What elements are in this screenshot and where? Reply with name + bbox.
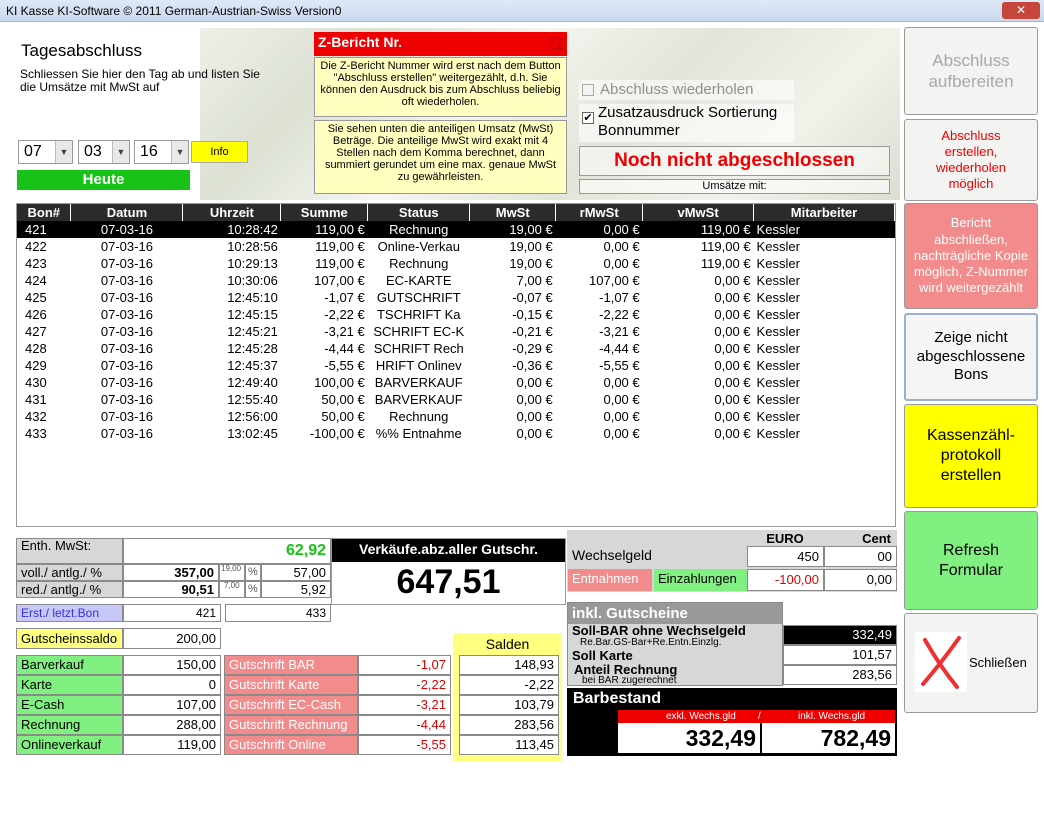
table-cell: -100,00 € (309, 426, 365, 441)
table-cell: Kessler (756, 426, 800, 441)
sales-label: Verkäufe.abz.aller Gutschr. (332, 539, 565, 562)
table-cell: 07-03-16 (100, 239, 153, 254)
table-cell: 07-03-16 (100, 273, 153, 288)
refresh-form-button[interactable]: Refresh Formular (904, 511, 1038, 610)
column-header[interactable]: Mitarbeiter (754, 204, 895, 221)
table-cell: Kessler (756, 290, 800, 305)
table-cell: 07-03-16 (100, 341, 153, 356)
balance-value: 119,00 (123, 735, 221, 755)
column-header[interactable]: Uhrzeit (183, 204, 281, 221)
table-cell: 7,00 € (516, 273, 553, 288)
table-cell: Rechnung (389, 256, 449, 271)
credit-value: -2,22 (358, 675, 451, 695)
target-cash-sub: Re.Bar.GS-Bar+Re.Entn.Einzlg. (580, 637, 722, 648)
table-cell: 19,00 € (509, 256, 553, 271)
table-row[interactable] (17, 425, 895, 442)
table-cell: Kessler (756, 392, 800, 407)
table-cell: 0,00 € (714, 324, 751, 339)
create-closing-button[interactable]: Abschluss erstellen, wiederholen möglich (904, 119, 1038, 201)
bon-table (17, 204, 895, 442)
table-cell: Kessler (754, 221, 895, 238)
close-window-button[interactable]: ✕ (1002, 2, 1040, 19)
table-row[interactable] (17, 306, 895, 323)
balance-value: 0 (123, 675, 221, 695)
table-cell: 427 (25, 324, 47, 339)
table-cell: 119,00 € (700, 239, 751, 254)
column-header[interactable]: Bon# (17, 204, 71, 221)
table-cell: 0,00 € (714, 426, 751, 441)
table-cell: -0,29 € (512, 341, 553, 356)
cash-incl-value: 782,49 (762, 723, 895, 753)
zbericht-number: 12 (547, 34, 564, 53)
table-cell: 12:45:28 (227, 341, 278, 356)
year-select[interactable] (134, 140, 189, 164)
red-label: red./ antlg./ % (16, 581, 123, 598)
table-cell: 0,00 € (516, 426, 553, 441)
table-row[interactable] (17, 374, 895, 391)
cash-excl-value: 332,49 (618, 723, 760, 753)
credit-label: Gutschrift Karte (224, 675, 358, 695)
repeat-checkbox-row[interactable] (579, 80, 794, 100)
table-cell: 431 (25, 392, 47, 407)
table-cell: 12:49:40 (227, 375, 278, 390)
column-header[interactable]: vMwSt (643, 204, 754, 221)
balance-total-value: 148,93 (459, 655, 559, 675)
table-cell: 07-03-16 (71, 221, 183, 238)
month-select[interactable] (78, 140, 130, 164)
table-cell: 0,00 € (714, 307, 751, 322)
table-cell: 07-03-16 (100, 426, 153, 441)
table-cell: -1,07 € (324, 290, 365, 305)
table-cell: 422 (25, 239, 47, 254)
mwst-label: Enth. MwSt: (16, 538, 123, 564)
cash-balance-panel (567, 688, 897, 756)
red-pct: % (245, 581, 261, 598)
voucher-balance-value: 200,00 (123, 628, 221, 649)
bon-range-label: Erst./ letzt.Bon (16, 604, 123, 622)
credit-value: -3,21 (358, 695, 451, 715)
table-cell: 0,00 € (714, 358, 751, 373)
table-cell: 0,00 € (603, 375, 640, 390)
table-cell: %% Entnahme (375, 426, 462, 441)
table-cell: Kessler (756, 256, 800, 271)
zbericht-header (314, 32, 567, 56)
cash-balance-header (618, 710, 895, 723)
table-cell: 0,00 € (714, 392, 751, 407)
credit-value: -1,07 (358, 655, 451, 675)
table-cell: 12:45:37 (227, 358, 278, 373)
table-cell: 50,00 € (321, 409, 365, 424)
table-cell: 50,00 € (321, 392, 365, 407)
table-row[interactable] (17, 408, 895, 425)
table-cell: 07-03-16 (100, 358, 153, 373)
table-cell: 426 (25, 307, 47, 322)
close-button[interactable] (904, 613, 1038, 713)
chevron-down-icon: ▼ (112, 141, 129, 163)
table-cell: 0,00 € (714, 375, 751, 390)
repeat-label: Abschluss wiederholen (600, 81, 754, 98)
table-cell: 07-03-16 (100, 324, 153, 339)
table-cell: -0,07 € (512, 290, 553, 305)
table-cell: -3,21 € (599, 324, 640, 339)
change-cent-input[interactable]: 00 (824, 546, 897, 567)
deposits-value: 0,00 (824, 569, 897, 591)
table-cell: GUTSCHRIFT (376, 290, 461, 305)
table-cell: 430 (25, 375, 47, 390)
table-cell: 12:45:15 (227, 307, 278, 322)
column-header[interactable]: Status (368, 204, 470, 221)
sep-label: / (758, 711, 761, 722)
credit-value: -5,55 (358, 735, 451, 755)
change-euro-input[interactable]: 450 (747, 546, 824, 567)
table-cell: 100,00 € (314, 375, 365, 390)
table-cell: HRIFT Onlinev (375, 358, 462, 373)
table-cell: BARVERKAUF (374, 375, 463, 390)
chevron-down-icon: ▼ (55, 141, 72, 163)
table-cell: Kessler (756, 324, 800, 339)
credit-label: Gutschrift Rechnung (224, 715, 358, 735)
table-cell: 19,00 € (470, 221, 556, 238)
table-cell: 432 (25, 409, 47, 424)
repeat-checkbox[interactable] (582, 84, 594, 96)
voll-mwst: 57,00 (261, 564, 331, 581)
column-header[interactable]: Summe (281, 204, 368, 221)
table-cell: SCHRIFT EC-K (373, 324, 465, 339)
chevron-down-icon: ▼ (171, 141, 188, 163)
extra-print-checkbox-row[interactable] (579, 104, 794, 142)
table-row[interactable] (17, 255, 895, 272)
table-cell: SCHRIFT Rech (373, 341, 464, 356)
table-cell: 424 (25, 273, 47, 288)
voll-rate: 19,00 (219, 564, 245, 581)
red-mwst: 5,92 (261, 581, 331, 598)
table-cell: Rechnung (389, 409, 449, 424)
table-cell: Kessler (756, 307, 800, 322)
page-title: Tagesabschluss (21, 41, 142, 60)
table-cell: 433 (25, 426, 47, 441)
table-cell: 0,00 € (603, 239, 640, 254)
incl-label: inkl. Wechs.gld (798, 711, 866, 722)
table-cell: 10:29:13 (227, 256, 278, 271)
column-header[interactable]: Datum (71, 204, 183, 221)
balance-label: Rechnung (16, 715, 123, 735)
table-cell: 423 (25, 256, 47, 271)
table-header (17, 204, 895, 221)
table-cell: 12:56:00 (227, 409, 278, 424)
table-cell: -1,07 € (599, 290, 640, 305)
table-cell: 0,00 € (714, 290, 751, 305)
balance-value: 107,00 (123, 695, 221, 715)
table-cell: -0,15 € (512, 307, 553, 322)
red-rate: 7,00 (219, 581, 245, 598)
balance-total-value: 113,45 (459, 735, 559, 755)
balance-label: E-Cash (16, 695, 123, 715)
sales-value: 647,51 (396, 563, 501, 601)
table-cell: 0,00 € (603, 256, 640, 271)
cash-balance-title: Barbestand (573, 690, 662, 707)
table-cell: 0,00 € (516, 392, 553, 407)
balances-title: Salden (485, 636, 530, 652)
bon-table-container (16, 203, 896, 527)
prepare-closing-button[interactable]: Abschluss aufbereiten (904, 27, 1038, 115)
change-money-label: Wechselgeld (572, 547, 652, 563)
table-cell: 119,00 € (281, 221, 368, 238)
table-cell: Online-Verkau (377, 239, 460, 254)
table-cell: 10:28:56 (227, 239, 278, 254)
day-value: 07 (24, 143, 42, 160)
withdrawals-button[interactable]: Entnahmen (568, 569, 652, 591)
table-cell: 0,00 € (516, 375, 553, 390)
year-value: 16 (140, 143, 158, 160)
table-cell: -5,55 € (324, 358, 365, 373)
table-cell: 119,00 € (643, 221, 754, 238)
table-cell: Rechnung (368, 221, 470, 238)
table-cell: -2,22 € (599, 307, 640, 322)
invoice-share-label: Anteil Rechnung (574, 662, 678, 677)
invoice-share-sub: bei BAR zugerechnet (582, 675, 677, 686)
table-cell: 0,00 € (714, 273, 751, 288)
table-cell: 12:45:21 (227, 324, 278, 339)
table-cell: 13:02:45 (227, 426, 278, 441)
table-cell: 12:45:10 (227, 290, 278, 305)
table-cell: -4,44 € (599, 341, 640, 356)
extra-print-label: Zusatzausdruck Sortierung Bonnummer (598, 104, 778, 139)
table-cell: 07-03-16 (100, 256, 153, 271)
close-x-icon (915, 632, 967, 692)
voll-pct: % (245, 564, 261, 581)
umsaetze-label: Umsätze mit: (579, 179, 890, 194)
table-row[interactable] (17, 340, 895, 357)
credit-label: Gutschrift EC-Cash (224, 695, 358, 715)
mwst-total: 62,92 (123, 538, 331, 564)
table-cell: Kessler (756, 273, 800, 288)
table-cell: 07-03-16 (100, 392, 153, 407)
cent-header: Cent (862, 531, 891, 546)
table-cell: 421 (17, 221, 71, 238)
table-row[interactable] (17, 323, 895, 340)
table-cell: 10:28:42 (183, 221, 281, 238)
check-icon[interactable]: ✔ (583, 112, 593, 124)
balance-total-value: 283,56 (459, 715, 559, 735)
excl-label: exkl. Wechs.gld (666, 711, 736, 722)
table-cell: 119,00 € (700, 256, 751, 271)
close-label: Schließen (969, 655, 1027, 670)
table-cell: 10:30:06 (227, 273, 278, 288)
table-cell: 07-03-16 (100, 307, 153, 322)
table-cell: 07-03-16 (100, 290, 153, 305)
balance-value: 150,00 (123, 655, 221, 675)
mwst-note: Sie sehen unten die anteiligen Umsatz (MwSt) Beträge. Die anteilige MwSt wird exakt mit 4 Stellen nach dem Komma berechnet, dann summiert gerundet um eine max. genaue MwSt zu gewährleisten. (314, 120, 567, 194)
title-bar (0, 0, 1044, 22)
last-bon: 433 (225, 604, 331, 622)
balance-label: Karte (16, 675, 123, 695)
table-row[interactable] (17, 238, 895, 255)
show-open-bons-button[interactable]: Zeige nicht abgeschlossene Bons (904, 313, 1038, 401)
table-cell: -5,55 € (599, 358, 640, 373)
month-value: 03 (84, 143, 102, 160)
table-cell: 0,00 € (603, 392, 640, 407)
table-cell: Kessler (756, 409, 800, 424)
balance-label: Onlineverkauf (16, 735, 123, 755)
invoice-share-value: 283,56 (783, 665, 897, 685)
credit-value: -4,44 (358, 715, 451, 735)
target-cash-label: Soll-BAR ohne Wechselgeld (572, 623, 746, 638)
first-bon: 421 (123, 604, 221, 622)
table-cell: 119,00 € (315, 239, 365, 254)
window-title: KI Kasse KI-Software © 2011 German-Austrian-Swiss Version0 (6, 4, 342, 18)
table-cell: 107,00 € (589, 273, 640, 288)
target-card-value: 101,57 (783, 645, 897, 665)
table-cell: 119,00 € (315, 256, 365, 271)
page-subtitle: Schliessen Sie hier den Tag ab und listen Sie die Umsätze mit MwSt auf (20, 67, 260, 94)
table-row[interactable] (17, 357, 895, 374)
column-header[interactable]: rMwSt (556, 204, 643, 221)
zbericht-label: Z-Bericht Nr. (318, 34, 403, 50)
table-cell: 107,00 € (314, 273, 365, 288)
red-value: 90,51 (123, 581, 219, 598)
table-cell: Kessler (756, 358, 800, 373)
zbericht-note: Die Z-Bericht Nummer wird erst nach dem Button "Abschluss erstellen" weitergezählt, d.h. Sie können den Ausdruck bis zum Abschluss beliebig oft wiederholen. (314, 57, 567, 117)
balance-total-value: -2,22 (459, 675, 559, 695)
deposits-button[interactable]: Einzahlungen (654, 569, 747, 591)
table-cell: -2,22 € (324, 307, 365, 322)
table-cell: -3,21 € (324, 324, 365, 339)
balance-label: Barverkauf (16, 655, 123, 675)
table-cell: -4,44 € (324, 341, 365, 356)
column-header[interactable]: MwSt (470, 204, 556, 221)
sales-box (331, 538, 566, 605)
table-cell: 07-03-16 (100, 409, 153, 424)
vouchers-title: inkl. Gutscheine (568, 603, 782, 624)
table-cell: Kessler (756, 239, 800, 254)
balance-total-value: 103,79 (459, 695, 559, 715)
table-row[interactable] (17, 391, 895, 408)
day-select[interactable] (18, 140, 73, 164)
table-cell: 429 (25, 358, 47, 373)
table-cell: 0,00 € (714, 341, 751, 356)
today-button[interactable]: Heute (17, 170, 190, 190)
table-cell: TSCHRIFT Ka (376, 307, 461, 322)
table-cell: 0,00 € (714, 409, 751, 424)
table-cell: 07-03-16 (100, 375, 153, 390)
voll-value: 357,00 (123, 564, 219, 581)
table-cell: 19,00 € (509, 239, 553, 254)
withdrawals-value: -100,00 (747, 569, 824, 591)
euro-header: EURO (766, 531, 804, 546)
target-card-label: Soll Karte (572, 648, 633, 663)
table-cell: -0,36 € (512, 358, 553, 373)
credit-label: Gutschrift Online (224, 735, 358, 755)
finalize-report-button[interactable]: Bericht abschließen, nachträgliche Kopie möglich, Z-Nummer wird weitergezählt (904, 203, 1038, 309)
target-cash-value: 332,49 (783, 625, 897, 645)
table-row[interactable] (17, 221, 895, 238)
voucher-balance-label: Gutscheinssaldo (16, 628, 123, 649)
table-cell: EC-KARTE (386, 273, 452, 288)
table-cell: 12:55:40 (227, 392, 278, 407)
table-cell: -0,21 € (512, 324, 553, 339)
cash-count-protocol-button[interactable]: Kassenzähl-protokoll erstellen (904, 404, 1038, 508)
table-cell: Kessler (756, 341, 800, 356)
table-cell: 428 (25, 341, 47, 356)
table-cell: 0,00 € (603, 426, 640, 441)
table-row[interactable] (17, 289, 895, 306)
table-cell: BARVERKAUF (374, 392, 463, 407)
vouchers-panel (567, 602, 783, 686)
table-cell: 425 (25, 290, 47, 305)
table-cell: 0,00 € (556, 221, 643, 238)
info-button[interactable]: Info (191, 141, 248, 163)
table-cell: 0,00 € (603, 409, 640, 424)
status-badge: Noch nicht abgeschlossen (579, 146, 890, 176)
table-cell: Kessler (756, 375, 800, 390)
balance-value: 288,00 (123, 715, 221, 735)
table-row[interactable] (17, 272, 895, 289)
table-cell: 0,00 € (516, 409, 553, 424)
voll-label: voll./ antlg./ % (16, 564, 123, 581)
credit-label: Gutschrift BAR (224, 655, 358, 675)
